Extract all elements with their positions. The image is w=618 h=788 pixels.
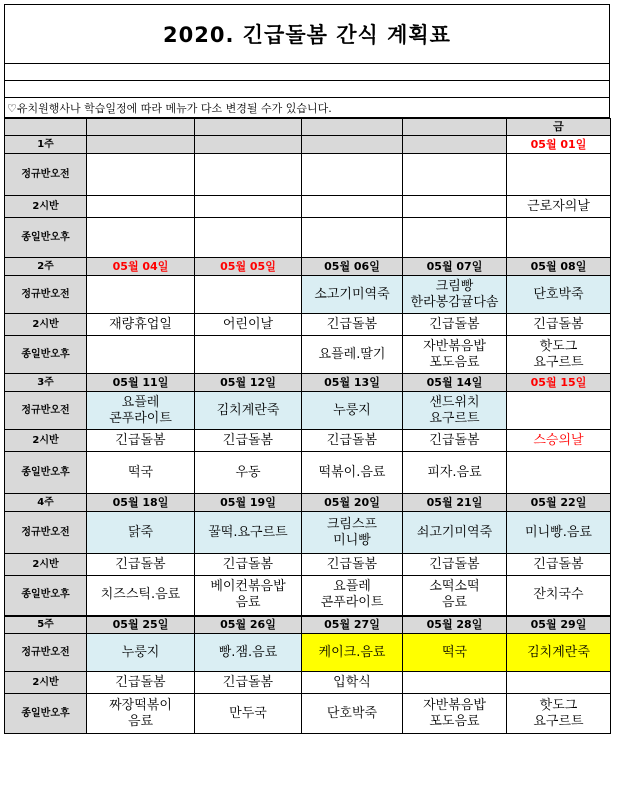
second-session-cell: [195, 430, 302, 452]
afternoon-snack-cell: [507, 218, 611, 258]
afternoon-snack-cell: [195, 694, 302, 734]
week-label: 2주: [5, 258, 87, 276]
menu-text: 떡볶이.음료: [318, 464, 386, 480]
morning-snack-cell: [302, 392, 403, 430]
afternoon-snack-cell: [87, 694, 195, 734]
menu-text: 만두국: [229, 705, 267, 721]
afternoon-snack-cell: [302, 576, 403, 616]
menu-text: 근로자의날: [527, 198, 590, 214]
second-session-cell: [302, 196, 403, 218]
menu-text: 빵.잼.음료: [218, 644, 278, 660]
second-session-cell: [302, 314, 403, 336]
date-cell: 05월 12일: [195, 374, 302, 392]
menu-text: 쇠고기미역죽: [416, 524, 493, 540]
notice-text: ♡유치원행사나 학습일정에 따라 메뉴가 다소 변경될 수가 있습니다.: [4, 98, 610, 118]
snack-plan-sheet: [4, 4, 610, 734]
date-cell: 05월 28일: [403, 616, 507, 634]
morning-label: 정규반오전: [5, 276, 87, 314]
morning-row: [5, 512, 611, 554]
date-cell: 05월 05일: [195, 258, 302, 276]
menu-text: 핫도그 요구르트: [533, 338, 584, 370]
second-session-cell: [403, 554, 507, 576]
morning-snack-cell: [302, 634, 403, 672]
second-session-cell: [302, 554, 403, 576]
day-header-cell: [302, 119, 403, 136]
menu-text: 우동: [235, 464, 261, 480]
morning-snack-cell: [507, 392, 611, 430]
morning-label: 정규반오전: [5, 512, 87, 554]
morning-row: [5, 634, 611, 672]
date-cell: 05월 01일: [507, 136, 611, 154]
menu-text: 긴급돌봄: [115, 674, 166, 690]
afternoon-row: [5, 452, 611, 494]
morning-label: 정규반오전: [5, 154, 87, 196]
week-label: 3주: [5, 374, 87, 392]
date-cell: 05월 11일: [87, 374, 195, 392]
menu-text: 짜장떡볶이 음료: [109, 697, 172, 729]
date-cell: 05월 25일: [87, 616, 195, 634]
second-session-label: 2시반: [5, 196, 87, 218]
menu-text: 재량휴업일: [109, 316, 172, 332]
second-session-cell: [507, 554, 611, 576]
afternoon-row: [5, 336, 611, 374]
menu-text: 긴급돌봄: [533, 556, 584, 572]
afternoon-label: 종일반오후: [5, 218, 87, 258]
second-session-label: 2시반: [5, 672, 87, 694]
afternoon-snack-cell: [87, 218, 195, 258]
second-session-cell: [403, 672, 507, 694]
second-session-cell: [87, 672, 195, 694]
date-cell: 05월 04일: [87, 258, 195, 276]
date-cell: [195, 136, 302, 154]
week-date-row: [5, 616, 611, 634]
menu-text: 긴급돌봄: [115, 432, 166, 448]
afternoon-snack-cell: [87, 576, 195, 616]
morning-snack-cell: [195, 634, 302, 672]
menu-text: 단호박죽: [533, 286, 584, 302]
corner-cell: [5, 119, 87, 136]
second-session-cell: [507, 314, 611, 336]
morning-label: 정규반오전: [5, 634, 87, 672]
menu-text: 긴급돌봄: [115, 556, 166, 572]
day-header-row: [5, 119, 611, 136]
menu-text: 자반볶음밥 포도음료: [423, 697, 486, 729]
menu-text: 피자.음료: [427, 464, 482, 480]
menu-text: 긴급돌봄: [533, 316, 584, 332]
afternoon-label: 종일반오후: [5, 694, 87, 734]
morning-snack-cell: [195, 276, 302, 314]
week-date-row: [5, 374, 611, 392]
afternoon-snack-cell: [87, 336, 195, 374]
afternoon-snack-cell: [403, 218, 507, 258]
morning-snack-cell: [507, 634, 611, 672]
morning-snack-cell: [87, 634, 195, 672]
menu-text: 긴급돌봄: [429, 432, 480, 448]
morning-snack-cell: [403, 154, 507, 196]
afternoon-snack-cell: [507, 694, 611, 734]
date-cell: 05월 26일: [195, 616, 302, 634]
menu-text: 요플레 콘푸라이트: [109, 394, 172, 426]
afternoon-snack-cell: [302, 336, 403, 374]
second-session-cell: [302, 430, 403, 452]
afternoon-snack-cell: [195, 336, 302, 374]
second-row: [5, 430, 611, 452]
afternoon-snack-cell: [507, 452, 611, 494]
morning-snack-cell: [302, 512, 403, 554]
menu-text: 긴급돌봄: [326, 556, 378, 572]
second-session-cell: [507, 196, 611, 218]
second-session-cell: [403, 196, 507, 218]
second-session-cell: [87, 314, 195, 336]
date-cell: [403, 136, 507, 154]
morning-row: [5, 154, 611, 196]
menu-text: 단호박죽: [326, 705, 378, 721]
afternoon-snack-cell: [403, 336, 507, 374]
menu-text: 긴급돌봄: [326, 316, 378, 332]
menu-text: 케이크.음료: [318, 644, 386, 660]
date-cell: 05월 18일: [87, 494, 195, 512]
afternoon-row: [5, 218, 611, 258]
second-session-cell: [403, 430, 507, 452]
second-row: [5, 196, 611, 218]
afternoon-snack-cell: [195, 452, 302, 494]
afternoon-snack-cell: [403, 576, 507, 616]
menu-text: 어린이날: [222, 316, 274, 332]
second-session-label: 2시반: [5, 554, 87, 576]
menu-text: 긴급돌봄: [222, 674, 274, 690]
page-title: 2020. 긴급돌봄 간식 계획표: [4, 4, 610, 64]
menu-text: 누룽지: [333, 402, 371, 418]
date-cell: 05월 08일: [507, 258, 611, 276]
morning-row: [5, 392, 611, 430]
date-cell: 05월 27일: [302, 616, 403, 634]
week-date-row: [5, 494, 611, 512]
menu-text: 크림스프 미니빵: [326, 516, 378, 548]
date-cell: [87, 136, 195, 154]
menu-text: 핫도그 요구르트: [533, 697, 584, 729]
second-session-label: 2시반: [5, 314, 87, 336]
menu-text: 닭죽: [127, 524, 154, 540]
menu-text: 스승의날: [533, 432, 584, 448]
afternoon-row: [5, 694, 611, 734]
second-session-cell: [87, 430, 195, 452]
week-label: 5주: [5, 616, 87, 634]
second-session-cell: [195, 314, 302, 336]
second-session-cell: [195, 672, 302, 694]
menu-text: 소고기미역죽: [314, 286, 390, 302]
menu-text: 떡국: [127, 464, 154, 480]
morning-snack-cell: [87, 512, 195, 554]
morning-snack-cell: [195, 154, 302, 196]
menu-text: 긴급돌봄: [429, 556, 480, 572]
menu-text: 꿀떡.요구르트: [208, 524, 288, 540]
menu-text: 입학식: [333, 674, 371, 690]
day-header-cell: [87, 119, 195, 136]
date-cell: 05월 13일: [302, 374, 403, 392]
second-row: [5, 554, 611, 576]
menu-text: 치즈스틱.음료: [100, 587, 181, 603]
date-cell: 05월 14일: [403, 374, 507, 392]
morning-snack-cell: [87, 154, 195, 196]
afternoon-label: 종일반오후: [5, 452, 87, 494]
afternoon-snack-cell: [507, 336, 611, 374]
second-session-cell: [403, 314, 507, 336]
menu-text: 누룽지: [121, 644, 160, 660]
morning-snack-cell: [87, 276, 195, 314]
morning-snack-cell: [403, 276, 507, 314]
blank-row: [4, 64, 610, 81]
menu-text: 잔치국수: [533, 587, 584, 603]
date-cell: 05월 22일: [507, 494, 611, 512]
second-session-cell: [87, 554, 195, 576]
menu-text: 미니빵.음료: [525, 524, 592, 540]
second-row: [5, 672, 611, 694]
morning-row: [5, 276, 611, 314]
morning-snack-cell: [507, 276, 611, 314]
menu-text: 베이컨볶음밥 음료: [210, 579, 286, 611]
morning-snack-cell: [302, 154, 403, 196]
date-cell: 05월 19일: [195, 494, 302, 512]
afternoon-snack-cell: [302, 218, 403, 258]
week-date-row: [5, 136, 611, 154]
blank-row: [4, 81, 610, 98]
afternoon-snack-cell: [302, 694, 403, 734]
second-session-cell: [507, 430, 611, 452]
date-cell: 05월 29일: [507, 616, 611, 634]
second-session-cell: [302, 672, 403, 694]
morning-snack-cell: [195, 392, 302, 430]
second-session-cell: [195, 554, 302, 576]
date-cell: 05월 20일: [302, 494, 403, 512]
morning-snack-cell: [507, 154, 611, 196]
second-session-label: 2시반: [5, 430, 87, 452]
menu-text: 샌드위치 요구르트: [429, 394, 480, 426]
menu-text: 소떡소떡 음료: [429, 579, 480, 611]
second-row: [5, 314, 611, 336]
menu-text: 긴급돌봄: [326, 432, 378, 448]
second-session-cell: [195, 196, 302, 218]
menu-text: 자반볶음밥 포도음료: [423, 338, 486, 370]
afternoon-snack-cell: [195, 576, 302, 616]
snack-schedule-table: [4, 118, 611, 734]
afternoon-label: 종일반오후: [5, 336, 87, 374]
morning-snack-cell: [507, 512, 611, 554]
menu-text: 긴급돌봄: [222, 432, 274, 448]
date-cell: 05월 07일: [403, 258, 507, 276]
second-session-cell: [87, 196, 195, 218]
afternoon-snack-cell: [87, 452, 195, 494]
morning-snack-cell: [302, 276, 403, 314]
afternoon-label: 종일반오후: [5, 576, 87, 616]
menu-text: 긴급돌봄: [222, 556, 274, 572]
day-header-cell: 금: [507, 119, 611, 136]
afternoon-snack-cell: [507, 576, 611, 616]
menu-text: 긴급돌봄: [429, 316, 480, 332]
menu-text: 김치계란죽: [527, 644, 590, 660]
afternoon-snack-cell: [403, 694, 507, 734]
afternoon-row: [5, 576, 611, 616]
morning-snack-cell: [403, 634, 507, 672]
morning-snack-cell: [403, 392, 507, 430]
date-cell: [302, 136, 403, 154]
afternoon-snack-cell: [302, 452, 403, 494]
menu-text: 요플레.딸기: [318, 346, 386, 362]
week-label: 4주: [5, 494, 87, 512]
menu-text: 크림빵 한라봉감귤다솜: [410, 278, 499, 310]
morning-snack-cell: [87, 392, 195, 430]
week-label: 1주: [5, 136, 87, 154]
morning-snack-cell: [403, 512, 507, 554]
date-cell: 05월 21일: [403, 494, 507, 512]
date-cell: 05월 15일: [507, 374, 611, 392]
second-session-cell: [507, 672, 611, 694]
week-date-row: [5, 258, 611, 276]
menu-text: 떡국: [441, 644, 468, 660]
date-cell: 05월 06일: [302, 258, 403, 276]
morning-snack-cell: [195, 512, 302, 554]
menu-text: 김치계란죽: [216, 402, 280, 418]
afternoon-snack-cell: [403, 452, 507, 494]
day-header-cell: [403, 119, 507, 136]
day-header-cell: [195, 119, 302, 136]
menu-text: 요플레 콘푸라이트: [320, 579, 384, 611]
morning-label: 정규반오전: [5, 392, 87, 430]
afternoon-snack-cell: [195, 218, 302, 258]
